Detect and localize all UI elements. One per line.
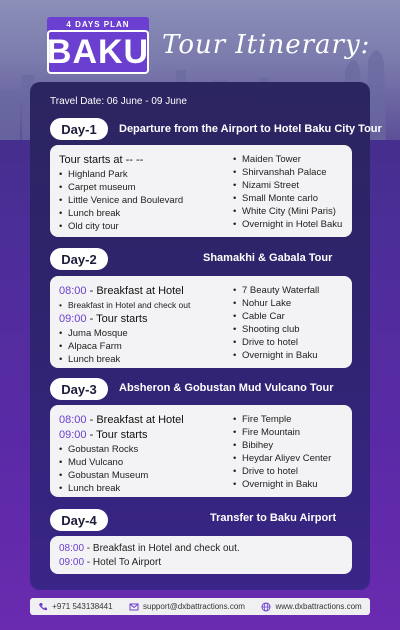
day-4-title: Transfer to Baku Airport <box>210 512 337 524</box>
list-item: • Fire Temple <box>233 413 331 426</box>
day-2-label: Day-2 <box>50 248 108 270</box>
list-item: • Carpet museum <box>59 181 183 194</box>
list-item: • Small Monte carlo <box>233 192 342 205</box>
list-item: • Juma Mosque <box>59 327 190 340</box>
list-item: • Bibihey <box>233 439 331 452</box>
list-item: • Overnight in Baku <box>233 349 319 362</box>
list-item: • Lunch break <box>59 353 190 366</box>
list-item: • Overnight in Hotel Baku <box>233 218 342 231</box>
globe-icon <box>261 602 271 612</box>
entry-time: 08:00 <box>59 414 87 426</box>
timed-entry: 08:00 - Breakfast in Hotel and check out. <box>59 543 240 554</box>
day-1-card <box>50 145 352 237</box>
entry-time: 09:00 <box>59 429 87 441</box>
phone-number: +971 543138441 <box>52 602 113 611</box>
list-item: • Highland Park <box>59 168 183 181</box>
list-item: • Drive to hotel <box>233 336 319 349</box>
entry-time: 08:00 <box>59 285 87 297</box>
day-1-title: Departure from the Airport to Hotel Baku City Tour <box>119 123 382 135</box>
day-4-left-column <box>59 542 240 570</box>
timed-entry: 09:00 - Tour starts <box>59 429 148 441</box>
city-title: BAKU <box>47 30 149 74</box>
list-item: • Breakfast in Hotel and check out <box>59 299 190 312</box>
entry-time: 09:00 <box>59 557 85 568</box>
timed-entry: 09:00 - Tour starts <box>59 313 148 325</box>
entry-text: Breakfast in Hotel and check out. <box>92 543 240 554</box>
website-url: www.dxbattractions.com <box>275 602 362 611</box>
list-item: • Drive to hotel <box>233 465 331 478</box>
timed-entry: 09:00 - Hotel To Airport <box>59 557 162 568</box>
list-item: • Lunch break <box>59 207 183 220</box>
header <box>0 0 400 84</box>
day-2-right-column <box>233 284 319 362</box>
list-item: • Mud Vulcano <box>59 456 184 469</box>
phone-contact[interactable] <box>38 602 112 612</box>
entry-text: Tour starts <box>96 313 148 325</box>
timed-entry: 08:00 - Breakfast at Hotel <box>59 285 184 297</box>
list-item: • Cable Car <box>233 310 319 323</box>
day-3-card <box>50 405 352 497</box>
list-item: • Maiden Tower <box>233 153 342 166</box>
day-1-right-column <box>233 153 342 231</box>
entry-time: 09:00 <box>59 313 87 325</box>
entry-text: Hotel To Airport <box>92 557 162 568</box>
entry-text: Breakfast at Hotel <box>96 285 184 297</box>
page-title: Tour Itinerary: <box>162 30 371 60</box>
contact-footer <box>30 598 370 615</box>
list-item: • Shirvanshah Palace <box>233 166 342 179</box>
email-icon <box>129 602 139 612</box>
list-item: • Old city tour <box>59 220 183 233</box>
plan-badge: 4 DAYS PLAN <box>47 17 149 31</box>
day-3-label: Day-3 <box>50 378 108 400</box>
day-3-left-column <box>59 413 184 495</box>
phone-icon <box>38 602 48 612</box>
list-item: • Alpaca Farm <box>59 340 190 353</box>
email-contact[interactable] <box>129 602 245 612</box>
day-1-left-column <box>59 153 183 233</box>
list-item: • Overnight in Baku <box>233 478 331 491</box>
day-2-left-column <box>59 284 190 366</box>
list-item: • Heydar Aliyev Center <box>233 452 331 465</box>
list-item: • White City (Mini Paris) <box>233 205 342 218</box>
day-1-label: Day-1 <box>50 118 108 140</box>
list-item: • Nohur Lake <box>233 297 319 310</box>
day-3-right-column <box>233 413 331 491</box>
day-4-card <box>50 536 352 574</box>
day-3-title: Absheron & Gobustan Mud Vulcano Tour <box>119 382 334 394</box>
list-item: • 7 Beauty Waterfall <box>233 284 319 297</box>
day-2-card <box>50 276 352 368</box>
schedule-heading: Tour starts at -- -- <box>59 154 144 166</box>
list-item: • Shooting club <box>233 323 319 336</box>
website-contact[interactable] <box>261 602 361 612</box>
entry-time: 08:00 <box>59 543 85 554</box>
timed-entry: 08:00 - Breakfast at Hotel <box>59 414 184 426</box>
day-4-label: Day-4 <box>50 509 108 531</box>
list-item: • Nizami Street <box>233 179 342 192</box>
list-item: • Little Venice and Boulevard <box>59 194 183 207</box>
travel-date: Travel Date: 06 June - 09 June <box>50 96 187 107</box>
list-item: • Lunch break <box>59 482 184 495</box>
day-2-title: Shamakhi & Gabala Tour <box>203 252 333 264</box>
list-item: • Gobustan Rocks <box>59 443 184 456</box>
entry-text: Tour starts <box>96 429 148 441</box>
list-item: • Gobustan Museum <box>59 469 184 482</box>
entry-text: Breakfast at Hotel <box>96 414 184 426</box>
email-address: support@dxbattractions.com <box>143 602 245 611</box>
list-item: • Fire Mountain <box>233 426 331 439</box>
